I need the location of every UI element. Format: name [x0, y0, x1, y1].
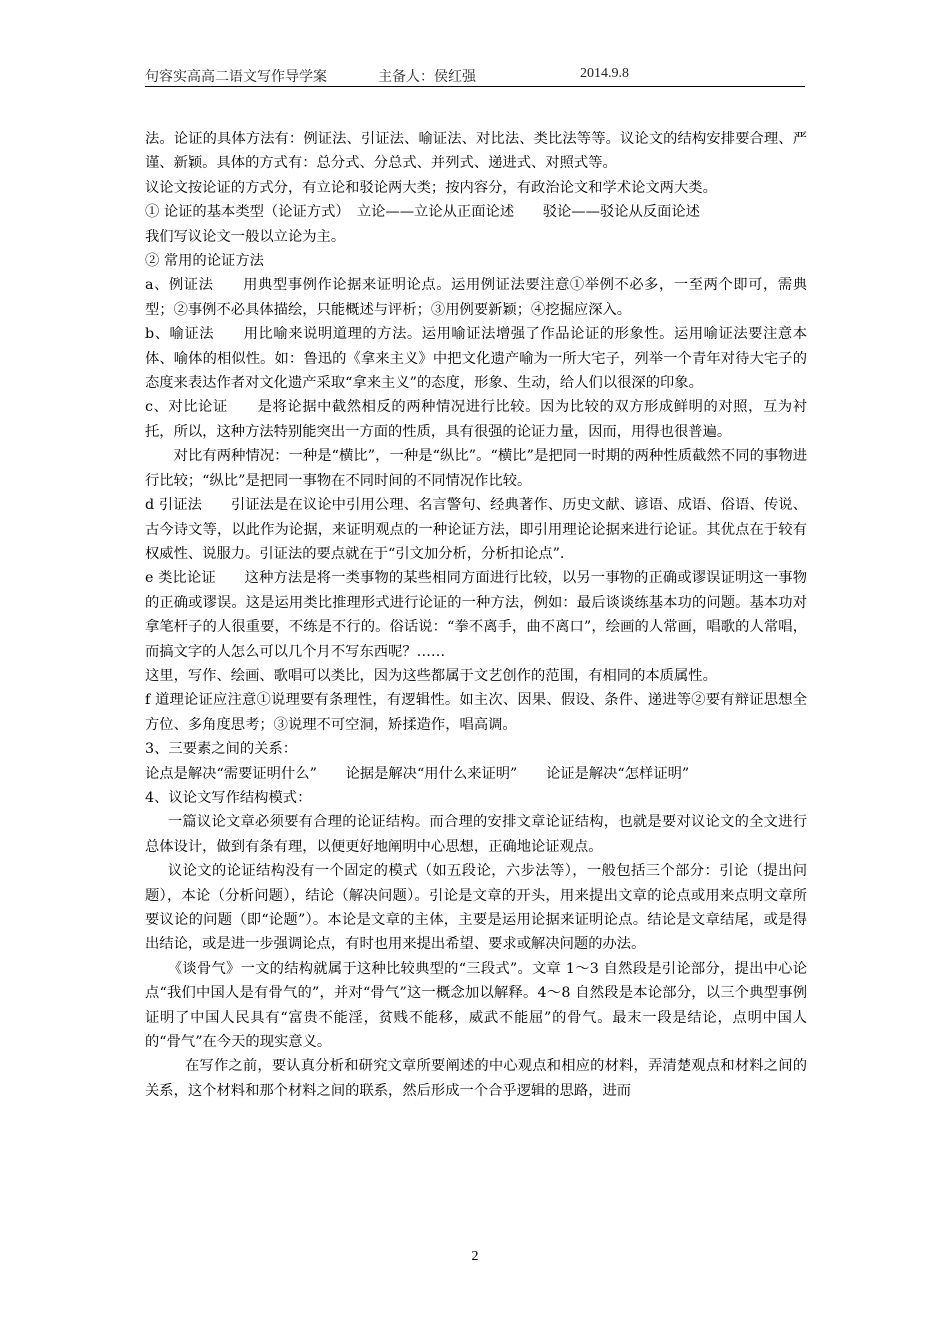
paragraph: 法。论证的具体方法有：例证法、引证法、喻证法、对比法、类比法等等。议论文的结构安排要合理、严谨、新颖。具体的方式有：总分式、分总式、并列式、递进式、对照式等。 [145, 131, 807, 172]
paragraph: e 类比论证 这种方法是将一类事物的某些相同方面进行比较，以另一事物的正确或谬误证明这一事物的正确或谬误。这是运用类比推理形式进行论证的一种方法，例如：最后谈谈练基本功的问题。基本功对拿笔杆子的人很重要，不练是不行的。俗话说：“拳不离手，曲不离口”，绘画的人常画，唱歌的人常唱，而搞文字的人怎么可以几个月不写东西呢？…… [145, 570, 807, 660]
paragraph: 议论文按论证的方式分，有立论和驳论两大类；按内容分，有政治论文和学术论文两大类。 [145, 179, 717, 196]
paragraph: 我们写议论文一般以立论为主。 [145, 228, 346, 245]
paragraph: 在写作之前，要认真分析和研究文章所要阐述的中心观点和相应的材料，弄清楚观点和材料之间的关系，这个材料和那个材料之间的联系，然后形成一个合乎逻辑的思路，进而 [145, 1058, 807, 1099]
paragraph: 论点是解决“需要证明什么” 论据是解决“用什么来证明” 论证是解决“怎样证明” [145, 765, 690, 782]
header-author: 主备人：侯红强 [378, 70, 476, 85]
page-number: 2 [471, 1249, 479, 1264]
paragraph: d 引证法 引证法是在议论中引用公理、名言警句、经典著作、历史文献、谚语、成语、俗语、传说、古今诗文等，以此作为论据，来证明观点的一种论证方法，即引用理论论据来进行论证。其优点在于较有权威性、说服力。引证法的要点就在于“引文加分析，分析扣论点”. [145, 497, 807, 562]
paragraph: a、例证法 用典型事例作论据来证明论点。运用例证法要注意①举例不必多，一至两个即可，需典型；②事例不必具体描绘，只能概述与评析；③用例要新颖；④挖掘应深入。 [145, 277, 807, 318]
header-rule [145, 86, 805, 87]
paragraph: ② 常用的论证方法 [145, 253, 264, 270]
header-date: 2014.9.8 [580, 66, 629, 81]
paragraph: 议论文的论证结构没有一个固定的模式（如五段论，六步法等），一般包括三个部分：引论（提出问题），本论（分析问题），结论（解决问题）。引论是文章的开头，用来提出文章的论点或用来点明文章所要议论的问题（即“论题”）。本论是文章的主体，主要是运用论据来证明论点。结论是文章结尾，或是得出结论，或是进一步强调论点，有时也用来提出希望、要求或解决问题的办法。 [145, 863, 807, 953]
paragraph: 对比有两种情况：一种是“横比”，一种是“纵比”。“横比”是把同一时期的两种性质截然不同的事物进行比较；“纵比”是把同一事物在不同时间的不同情况作比较。 [145, 448, 807, 489]
paragraph: 3、三要素之间的关系： [145, 741, 298, 758]
paragraph: 这里，写作、绘画、歌唱可以类比，因为这些都属于文艺创作的范围，有相同的本质属性。 [145, 667, 717, 684]
page-header [145, 66, 805, 86]
header-title: 句容实高高二语文写作导学案 [145, 70, 327, 85]
paragraph: c、对比论证 是将论据中截然相反的两种情况进行比较。因为比较的双方形成鲜明的对照，互为衬托，所以，这种方法特别能突出一方面的性质，具有很强的论证力量，因而，用得也很普遍。 [145, 399, 807, 440]
paragraph: b、喻证法 用比喻来说明道理的方法。运用喻证法增强了作品论证的形象性。运用喻证法要注意本体、喻体的相似性。如：鲁迅的《拿来主义》中把文化遗产喻为一所大宅子，列举一个青年对待大宅子的态度来表达作者对文化遗产采取“拿来主义”的态度，形象、生动，给人们以很深的印象。 [145, 326, 807, 392]
paragraph: 一篇议论文章必须要有合理的论证结构。而合理的安排文章论证结构，也就是要对议论文的全文进行总体设计，做到有条有理，以便更好地阐明中心思想，正确地论证观点。 [145, 814, 807, 855]
paragraph: ① 论证的基本类型（论证方式） 立论——立论从正面论述 驳论——驳论从反面论述 [145, 204, 700, 221]
paragraph: 《谈骨气》一文的结构就属于这种比较典型的“三段式”。文章 1～3 自然段是引论部分，提出中心论点“我们中国人是有骨气的”，并对“骨气”这一概念加以解释。4～8 自然段是本论部分，以三个典型事例证明了中国人民具有“富贵不能淫，贫贱不能移，威武不能屈”的骨气。最末一段是结论，点明中国人的“骨气”在今天的现实意义。 [145, 960, 807, 1051]
paragraph: 4、议论文写作结构模式： [145, 789, 312, 806]
paragraph: f 道理论证应注意①说理要有条理性，有逻辑性。如主次、因果、假设、条件、递进等②要有辩证思想全方位、多角度思考；③说理不可空洞，矫揉造作，唱高调。 [145, 692, 807, 733]
document-body [145, 127, 807, 1103]
